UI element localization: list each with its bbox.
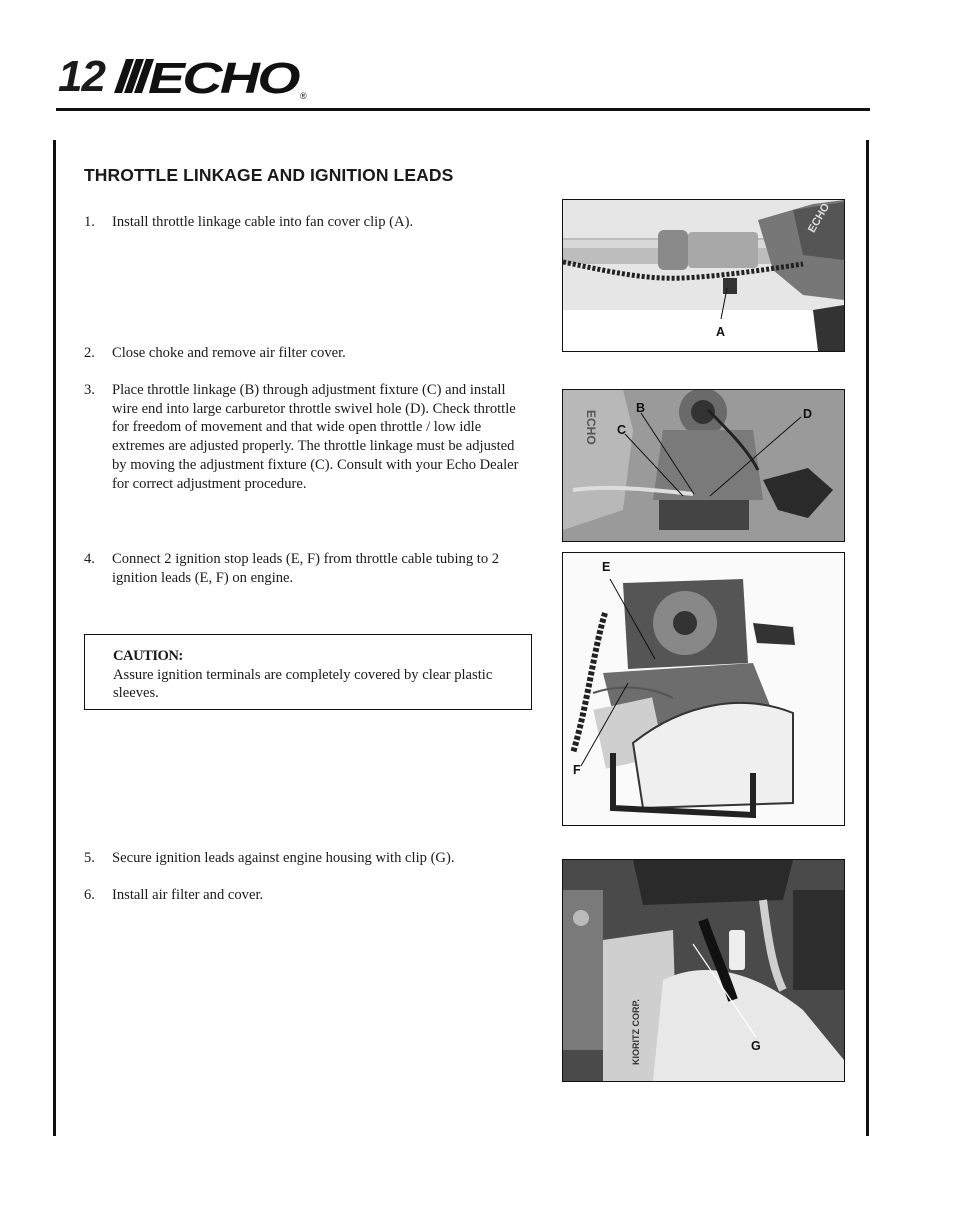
step-text: Place throttle linkage (B) through adjustment fixture (C) and install wire end into large carburetor throttle swivel hole (D). Check throttle for freedom of movement and that wide open throttle / low idle extremes are adjusted properly. The throttle linkage must be adjusted by moving the adjustment fixture (C). Consult with your Echo Dealer for correct adjustment procedure. <box>112 382 519 492</box>
callout-label-c: C <box>617 423 627 437</box>
callout-label-f: F <box>573 763 581 777</box>
callout-label-g: G <box>751 1039 761 1053</box>
right-margin-rule <box>866 140 869 1136</box>
left-margin-rule <box>53 140 56 1136</box>
step-text: Close choke and remove air filter cover. <box>112 345 346 361</box>
brand-wordmark: ECHO <box>148 55 301 101</box>
callout-label-a: A <box>716 325 726 339</box>
step-4 <box>84 550 530 587</box>
step-3 <box>84 381 530 493</box>
figure-ignition-leads <box>562 552 845 826</box>
echo-logo <box>112 55 314 101</box>
step-text: Install air filter and cover. <box>112 887 264 903</box>
figure-throttle-linkage <box>562 389 845 542</box>
step-number: 4. <box>84 551 95 567</box>
engine-sticker-text: KIORITZ CORP. <box>631 999 641 1065</box>
registered-mark: ® <box>300 91 307 101</box>
step-text: Secure ignition leads against engine housing with clip (G). <box>112 850 455 866</box>
step-6 <box>84 886 530 905</box>
caution-title: CAUTION: <box>113 648 183 664</box>
figure-ignition-lead-clip <box>562 859 845 1082</box>
step-2 <box>84 344 530 363</box>
step-1 <box>84 213 530 232</box>
section-title: THROTTLE LINKAGE AND IGNITION LEADS <box>84 165 454 185</box>
header-rule <box>56 108 870 111</box>
step-number: 5. <box>84 850 95 866</box>
step-5 <box>84 849 530 868</box>
svg-text:ECHO: ECHO <box>805 201 833 235</box>
step-text: Connect 2 ignition stop leads (E, F) from throttle cable tubing to 2 ignition leads (E, F) on engine. <box>112 551 500 586</box>
step-number: 1. <box>84 214 95 230</box>
svg-text:ECHO: ECHO <box>584 410 598 445</box>
callout-label-b: B <box>636 401 646 415</box>
callout-label-d: D <box>803 407 813 421</box>
caution-box <box>84 634 532 710</box>
step-number: 2. <box>84 345 95 361</box>
caution-text: Assure ignition terminals are completely covered by clear plastic sleeves. <box>113 666 493 701</box>
step-number: 3. <box>84 382 95 398</box>
step-text: Install throttle linkage cable into fan cover clip (A). <box>112 214 414 230</box>
step-number: 6. <box>84 887 95 903</box>
figure-fan-cover-clip <box>562 199 845 352</box>
page-number: 12 <box>58 52 105 101</box>
callout-label-e: E <box>602 560 611 574</box>
